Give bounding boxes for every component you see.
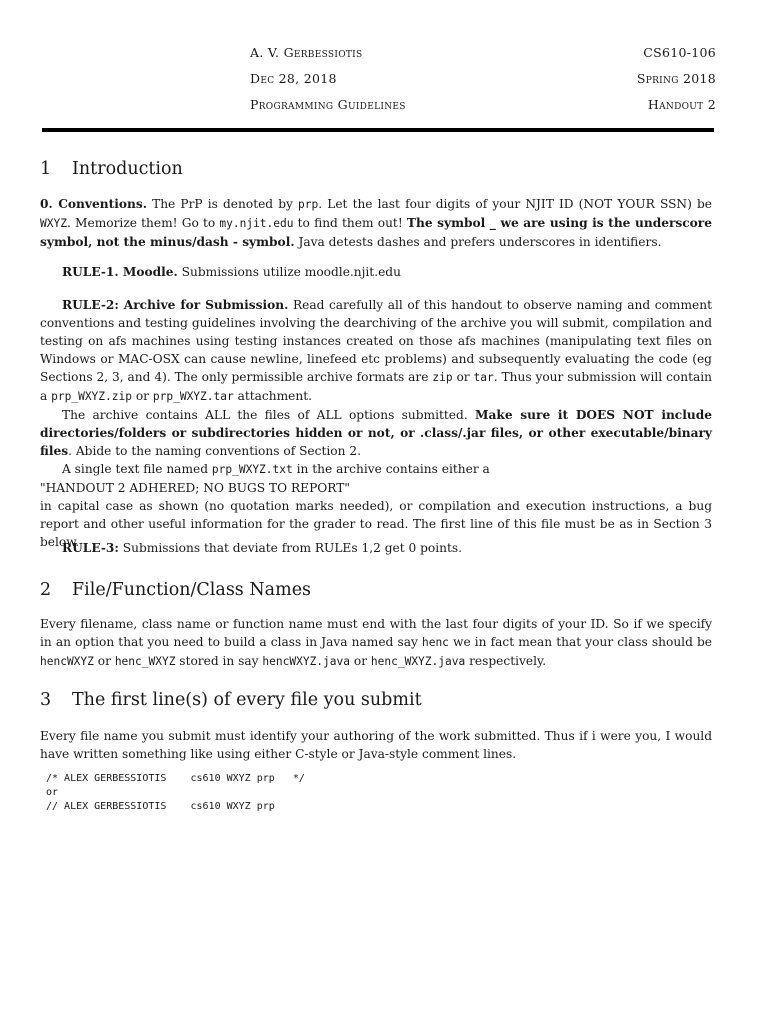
header-handout: Handout 2 — [647, 97, 716, 112]
code-file1: hencWXYZ.java — [262, 655, 350, 668]
code-url: my.njit.edu — [219, 217, 294, 230]
text: . Memorize them! Go to — [66, 216, 220, 230]
text: Java detests dashes and prefers underscores in identifiers. — [294, 235, 662, 249]
text: we in fact mean that your class should be — [448, 635, 712, 649]
code-henc: henc — [421, 636, 449, 649]
text: . Abide to the naming conventions of Section 2. — [68, 444, 361, 458]
names-paragraph — [40, 615, 712, 671]
text: . Thus your submission will contain a — [40, 370, 712, 403]
code-file2: henc_WXYZ.java — [370, 655, 466, 668]
header-row-1 — [250, 45, 716, 60]
text: Submissions that deviate from RULEs 1,2 get 0 points. — [118, 541, 463, 555]
header-row-3 — [250, 97, 716, 112]
text: attachment. — [233, 389, 312, 403]
header-course: CS610-106 — [643, 45, 716, 60]
code-prp: prp — [298, 198, 319, 211]
header-title: Programming Guidelines — [250, 97, 406, 112]
code-class1: hencWXYZ — [40, 655, 94, 668]
text: A single text file named — [62, 462, 212, 476]
header-row-2 — [250, 71, 716, 86]
text: The archive contains ALL the files of ALL options submitted. — [62, 408, 476, 422]
text: in capital case as shown (no quotation marks needed), or compilation and execution instructions, a bug report and other useful information for the grader to read. The first line of this file must be as in Section 3 below. — [40, 499, 712, 549]
rule1-label: RULE-1. Moodle. — [62, 265, 178, 279]
text: Every filename, class name or function name must end with the last four digits of your ID. So if we specify in an option that you need to build a class in Java named say — [40, 617, 712, 649]
code-wxyz: WXYZ — [40, 217, 67, 230]
code-zip: zip — [432, 371, 453, 384]
rule2-paragraph — [40, 296, 712, 551]
header-author: A. V. Gerbessiotis — [250, 45, 363, 60]
section-2-heading — [40, 580, 311, 600]
code-class2: henc_WXYZ — [114, 655, 176, 668]
conventions-label: 0. Conventions. — [40, 197, 147, 211]
rule2-label: RULE-2: Archive for Submission. — [62, 298, 289, 312]
section-number: 3 — [40, 690, 52, 710]
code-example-c-style: /* ALEX GERBESSIOTIS cs610 WXYZ prp */ — [46, 773, 305, 784]
header-date: Dec 28, 2018 — [250, 71, 337, 86]
text: or — [131, 389, 153, 403]
code-tar: tar — [473, 371, 494, 384]
code-or: or — [46, 787, 59, 798]
code-tarfile: prp_WXYZ.tar — [152, 390, 234, 403]
section-number: 1 — [40, 159, 52, 179]
text: Read carefully all of this handout to observe naming and comment conventions and testing guidelines involving the dearchiving of the archive you will submit, compilation and testing on afs machines using testing instances created on those afs machines (manipulating text files on Windows or MAC-OSX can cause newline, linefeed etc problems) and subsequently evaluating the code (eg Sections 2, 3, and 4). The only permissible archive formats are — [40, 298, 712, 384]
text: to find them out! — [293, 216, 407, 230]
bold-text: Make sure it DOES NOT include directories/folders or subdirectories hidden or not, or .class/.jar files, or other executable/binary files — [40, 408, 712, 458]
code-zipfile: prp_WXYZ.zip — [51, 390, 132, 403]
text: in the archive contains either a — [292, 462, 490, 476]
rule3-label: RULE-3: — [62, 541, 119, 555]
quote-text: "HANDOUT 2 ADHERED; NO BUGS TO REPORT" — [40, 481, 350, 495]
section-title: Introduction — [72, 159, 183, 179]
text: . Let the last four digits of your NJIT ID (NOT YOUR SSN) be — [318, 197, 712, 211]
text: or — [349, 654, 371, 668]
section-number: 2 — [40, 580, 52, 600]
text: or — [93, 654, 115, 668]
rule1-paragraph — [40, 263, 712, 281]
code-txtfile: prp_WXYZ.txt — [211, 463, 293, 476]
text: stored in say — [175, 654, 263, 668]
rule3-paragraph — [40, 539, 712, 557]
text: Submissions utilize moodle.njit.edu — [177, 265, 401, 279]
text: respectively. — [465, 654, 547, 668]
bold-text: The symbol _ we are using is the underscore symbol, not the minus/dash - symbol. — [40, 216, 712, 249]
text: The PrP is denoted by — [146, 197, 299, 211]
section-3-heading — [40, 690, 422, 710]
code-example-java-style: // ALEX GERBESSIOTIS cs610 WXYZ prp — [46, 801, 275, 812]
conventions-paragraph — [40, 195, 712, 251]
section-title: The first line(s) of every file you submit — [72, 690, 422, 710]
text: or — [452, 370, 474, 384]
firstline-paragraph: Every file name you submit must identify your authoring of the work submitted. Thus if i were you, I would have written something like using either C-style or Java-style comment lines. — [40, 729, 712, 761]
section-title: File/Function/Class Names — [72, 580, 312, 600]
header-rule — [42, 128, 714, 132]
header-term: Spring 2018 — [636, 71, 716, 86]
section-1-heading — [40, 159, 183, 179]
